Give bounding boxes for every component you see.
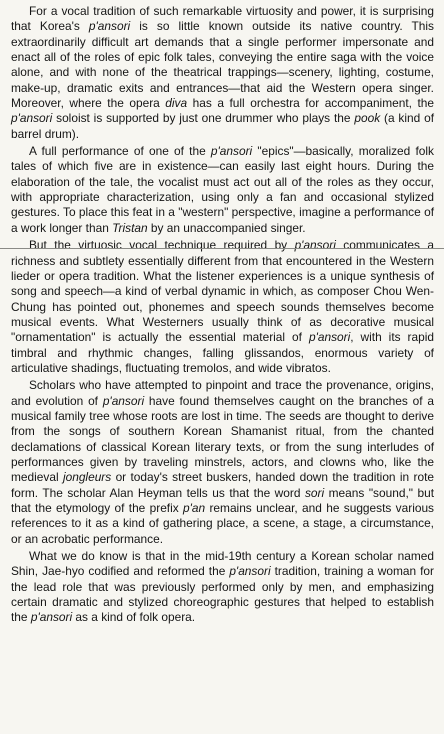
text-run: means "sound," but that the etymology of the prefix [11, 485, 435, 515]
italic-term: p'ansori [11, 111, 53, 126]
italic-term: p'ansori [294, 238, 336, 253]
paragraph-epics [11, 144, 434, 236]
article-body [11, 4, 434, 626]
italic-term: p'ansori [210, 144, 253, 159]
italic-term: p'ansori [308, 330, 351, 345]
text-run: by an unaccompanied singer. [147, 220, 306, 235]
italic-term: jongleurs [62, 470, 112, 485]
italic-term: p'ansori [30, 610, 73, 625]
text-run: have found themselves caught on the branches of a musical family tree whose roots are lost in time. The seeds are thought to derive from the songs of southern Korean Shamanist ritual, from the chanted declamations of classical Korean literary texts, or from the sung interludes of performances given by traveling minstrels, actors, and clowns who, like the medieval [11, 393, 435, 485]
text-run: But the virtuosic vocal technique required by [29, 238, 295, 253]
text-run: Scholars who have attempted to pinpoint and trace the provenance, origins, and evolution of [11, 378, 434, 408]
text-run: as a kind of folk opera. [72, 610, 196, 625]
text-run: is so little known outside its native country. This extraordinarily difficult art demands that a single performer impersonate and enact all of the roles of epic folk tales, conveying the entire saga with the voice alone, and with none of the theatrical trappings—scenery, lighting, costume, make-up, dramatic exits and entrances—that aid the Western opera singer. Moreover, where the opera [11, 19, 434, 111]
text-run: soloist is supported by just one drummer who plays the [52, 111, 355, 126]
text-run: A full performance of one of the [29, 144, 211, 159]
text-run: (a kind of barrel drum). [11, 111, 435, 141]
scan-tear-line [0, 248, 444, 249]
text-run: remains unclear, and he suggests various references to it as a kind of gathering place, a scene, a stage, a circumstance, or an acrobatic performance. [11, 501, 435, 546]
text-run: For a vocal tradition of such remarkable virtuosity and power, it is surprising that Korea's [11, 4, 434, 34]
paragraph-vocal-technique [11, 238, 434, 376]
italic-term: p'an [183, 501, 206, 515]
text-run: tradition, training a woman for the lead role that was previously performed only by men, and emphasizing certain dramatic and stylized choreographic gestures that helped to establish the [11, 564, 434, 625]
paragraph-history [11, 549, 434, 626]
italic-term: p'ansori [102, 393, 145, 408]
text-run: What we do know is that in the mid-19th century a Korean scholar named Shin, Jae-hyo codified and reformed the [11, 549, 434, 579]
italic-term: Tristan [112, 220, 148, 235]
text-run: communicates a richness and subtlety essentially different from that encountered in the Western lieder or opera tradition. What the listener experiences is a unique synthesis of song and speech—a kind of verbal dynamic in which, as composer Chou Wen-Chung has pointed out, phonemes and speech sounds themselves become musical events. What Westerners usually think of as decorative musical "ornamentation" is actually the essential material of [11, 238, 434, 345]
italic-term: pook [354, 111, 381, 126]
italic-term: diva [165, 96, 188, 111]
text-run: has a full orchestra for accompaniment, the [187, 96, 434, 111]
text-run: , with its rapid timbral and rhythmic changes, falling glissandos, enormous variety of articulative shadings, fluctuating tremolos, and wide vibratos. [11, 330, 434, 375]
paragraph-origins [11, 378, 434, 547]
italic-term: p'ansori [229, 564, 271, 579]
italic-term: p'ansori [88, 19, 131, 34]
paragraph-intro [11, 4, 434, 142]
text-run: "epics"—basically, moralized folk tales of which five are in existence—can easily last eight hours. During the elaboration of the tale, the vocalist must act out all of the roles as they occur, with appropriate characterization, using only a fan and occasional stylized gestures. To place this feat in a "western" perspective, imagine a performance of a work longer than [11, 144, 434, 235]
italic-term: sori [304, 485, 325, 500]
text-run: or today's street buskers, handed down the tradition in rote form. The scholar Alan Heyman tells us that the word [11, 470, 434, 500]
